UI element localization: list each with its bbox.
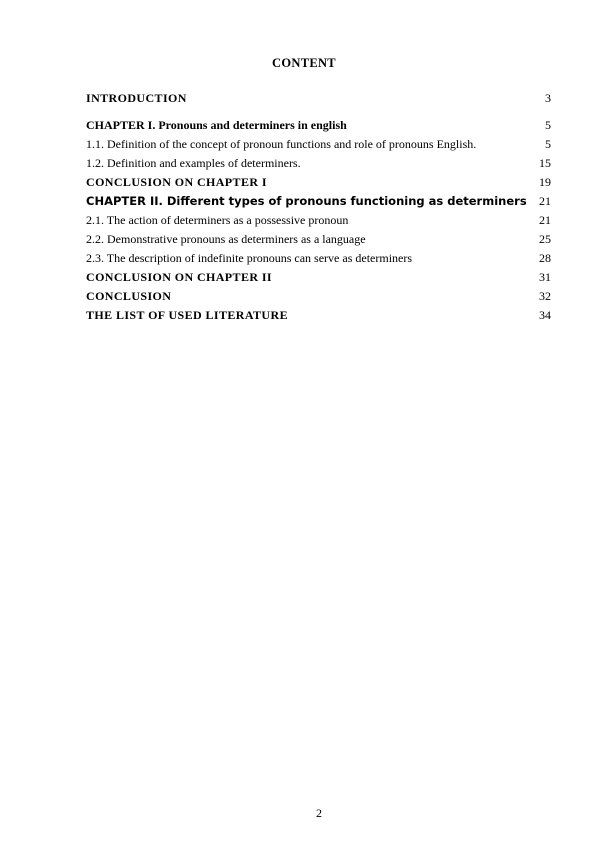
toc-entry-label: CONCLUSION ON CHAPTER I: [86, 175, 267, 189]
toc-entry-page: 25: [538, 230, 551, 249]
toc-entry-page: 28: [538, 249, 551, 268]
toc-entry-label: 2.1. The action of determiners as a possessive pronoun: [86, 213, 349, 227]
toc-entry-introduction: [86, 89, 551, 108]
toc-entry-section-1-2: [86, 154, 551, 173]
toc-entry-label: 1.1. Definition of the concept of pronoun functions and role of pronouns English.: [86, 137, 477, 151]
toc-entry-page: 21: [538, 211, 551, 230]
toc-entry-label: INTRODUCTION: [86, 91, 187, 105]
page-title: CONTENT: [272, 56, 336, 70]
toc-entry-chapter-1: [86, 116, 551, 135]
toc-entry-section-1-1: [86, 135, 551, 154]
toc-entry-page: 3: [544, 89, 551, 108]
page-number: 2: [316, 806, 322, 820]
toc-entry-section-2-2: [86, 230, 551, 249]
toc-entry-page: 5: [544, 135, 551, 154]
toc-entry-label: 2.3. The description of indefinite pronouns can serve as determiners: [86, 251, 413, 265]
toc-entry-label: CHAPTER II. Different types of pronouns functioning as determiners: [86, 194, 527, 208]
toc-entry-page: 32: [538, 287, 551, 306]
toc-entry-section-2-1: [86, 211, 551, 230]
toc-entry-label: THE LIST OF USED LITERATURE: [86, 308, 288, 322]
table-of-contents: [86, 89, 551, 325]
toc-entry-label: 2.2. Demonstrative pronouns as determiners as a language: [86, 232, 366, 246]
toc-entry-conclusion: [86, 287, 551, 306]
toc-entry-conclusion-chapter-2: [86, 268, 551, 287]
toc-entry-label: CONCLUSION ON CHAPTER II: [86, 270, 272, 284]
toc-entry-literature: [86, 306, 551, 325]
toc-entry-page: 15: [538, 154, 551, 173]
toc-entry-page: 21: [538, 192, 551, 211]
toc-entry-page: 31: [538, 268, 551, 287]
toc-entry-chapter-2: [86, 192, 551, 211]
toc-entry-page: 5: [544, 116, 551, 135]
toc-entry-page: 19: [538, 173, 551, 192]
toc-entry-label: CONCLUSION: [86, 289, 172, 303]
toc-entry-label: 1.2. Definition and examples of determiners.: [86, 156, 301, 170]
toc-entry-page: 34: [538, 306, 551, 325]
toc-entry-conclusion-chapter-1: [86, 173, 551, 192]
toc-entry-label: CHAPTER I. Pronouns and determiners in english: [86, 118, 347, 132]
toc-entry-section-2-3: [86, 249, 551, 268]
